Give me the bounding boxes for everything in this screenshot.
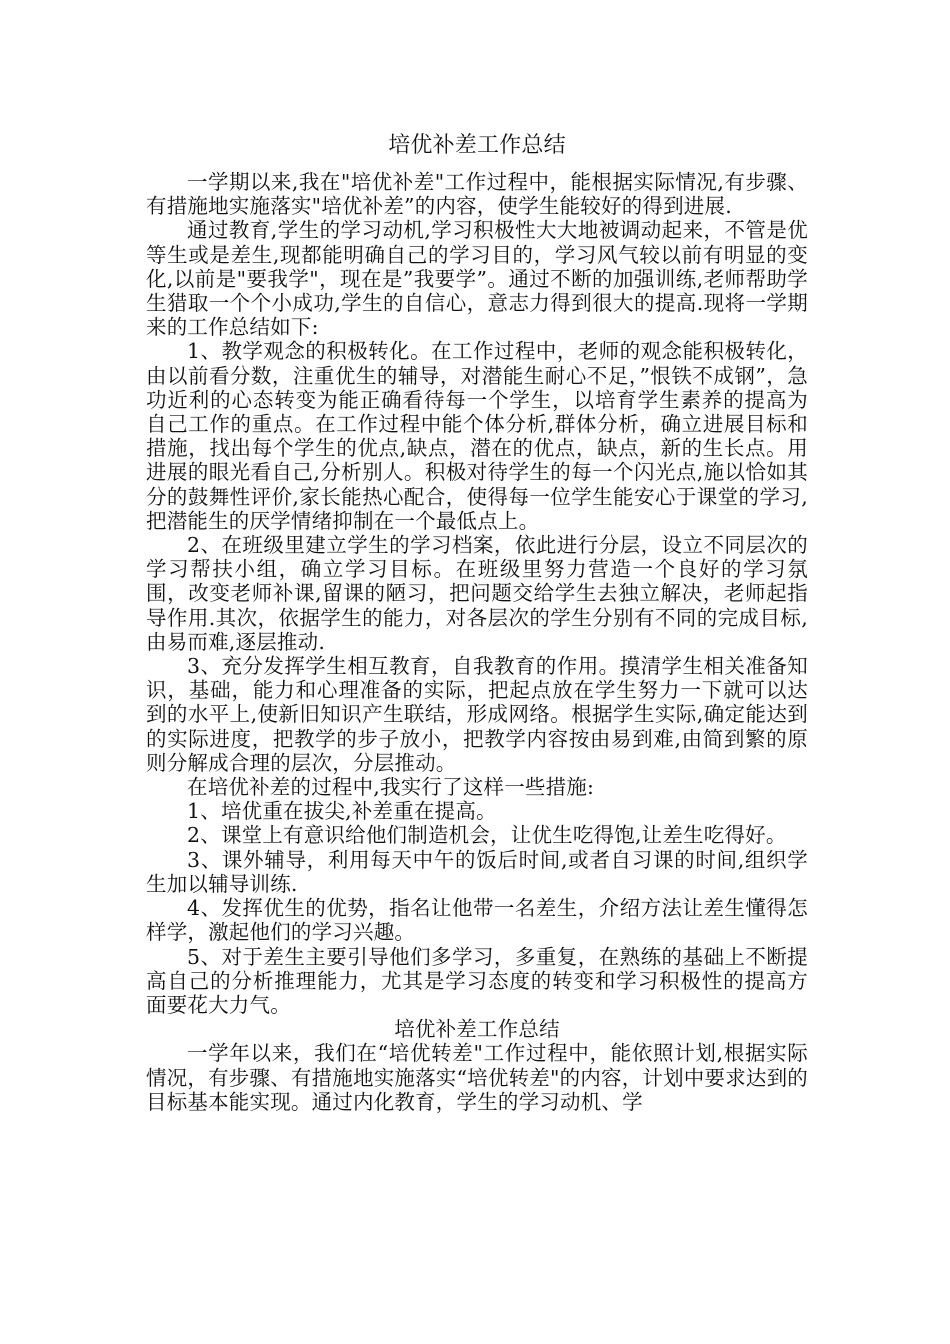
paragraph-point-1: 1、教学观念的积极转化。在工作过程中，老师的观念能积极转化，由以前看分数，注重优生的辅导，对潜能生耐心不足，”恨铁不成钢”，急功近利的心态转变为能正确看待每一个学生，以培育学生素养的提高为自己工作的重点。在工作过程中能个体分析,群体分析，确立进展目标和措施，找出每个学生的优点,缺点，潜在的优点，缺点，新的生长点。用进展的眼光看自己,分析别人。积极对待学生的每一个闪光点,施以恰如其分的鼓舞性评价,家长能热心配合，使得每一位学生能安心于课堂的学习,把潜能生的厌学情绪抑制在一个最低点上。 — [146, 339, 808, 533]
paragraph-measures-intro: 在培优补差的过程中,我实行了这样一些措施: — [187, 775, 595, 800]
paragraph-measure-5: 5、对于差生主要引导他们多学习，多重复，在熟练的基础上不断提高自己的分析推理能力，尤其是学习态度的转变和学习积极性的提高方面要花大力气。 — [146, 944, 808, 1017]
document-page — [146, 132, 808, 1114]
document-title: 培优补差工作总结 — [388, 133, 566, 158]
paragraph-measure-1: 1、培优重在拔尖,补差重在提高。 — [187, 799, 497, 824]
paragraph-measure-4: 4、发挥优生的优势，指名让他带一名差生，介绍方法让差生懂得怎样学，激起他们的学习兴趣。 — [146, 896, 808, 945]
paragraph-point-3: 3、充分发挥学生相互教育，自我教育的作用。摸清学生相关准备知识，基础，能力和心理准备的实际，把起点放在学生努力一下就可以达到的水平上,使新旧知识产生联结，形成网络。根据学生实际,确定能达到的实际进度，把教学的步子放小，把教学内容按由易到难,由简到繁的原则分解成合理的层次，分层推动。 — [146, 654, 808, 775]
paragraph-motivation: 通过教育,学生的学习动机,学习积极性大大地被调动起来，不管是优等生或是差生,现都能明确自己的学习目的，学习风气较以前有明显的变化,以前是"要我学"，现在是”我要学”。通过不断的加强训练,老师帮助学生猎取一个个小成功,学生的自信心，意志力得到很大的提高.现将一学期来的工作总结如下: — [146, 218, 808, 340]
paragraph-point-2: 2、在班级里建立学生的学习档案，依此进行分层，设立不同层次的学习帮扶小组，确立学习目标。在班级里努力营造一个良好的学习氛围，改变老师补课,留课的陋习，把问题交给学生去独立解决，老师起指导作用.其次，依据学生的能力，对各层次的学生分别有不同的完成目标,由易而难,逐层推动. — [146, 533, 808, 654]
paragraph-second-intro: 一学年以来，我们在“培优转差"工作过程中，能依照计划,根据实际情况，有步骤、有措施地实施落实“培优转差"的内容，计划中要求达到的目标基本能实现。通过内化教育，学生的学习动机、学 — [146, 1041, 809, 1114]
paragraph-intro: 一学期以来,我在"培优补差"工作过程中，能根据实际情况,有步骤、有措施地实施落实"培优补差”的内容，使学生能较好的得到进展. — [146, 170, 808, 219]
paragraph-measure-2: 2、课堂上有意识给他们制造机会，让优生吃得饱,让差生吃得好。 — [187, 823, 787, 848]
document-subtitle: 培优补差工作总结 — [394, 1017, 560, 1042]
paragraph-measure-3: 3、课外辅导，利用每天中午的饭后时间,或者自习课的时间,组织学生加以辅导训练. — [146, 847, 808, 896]
